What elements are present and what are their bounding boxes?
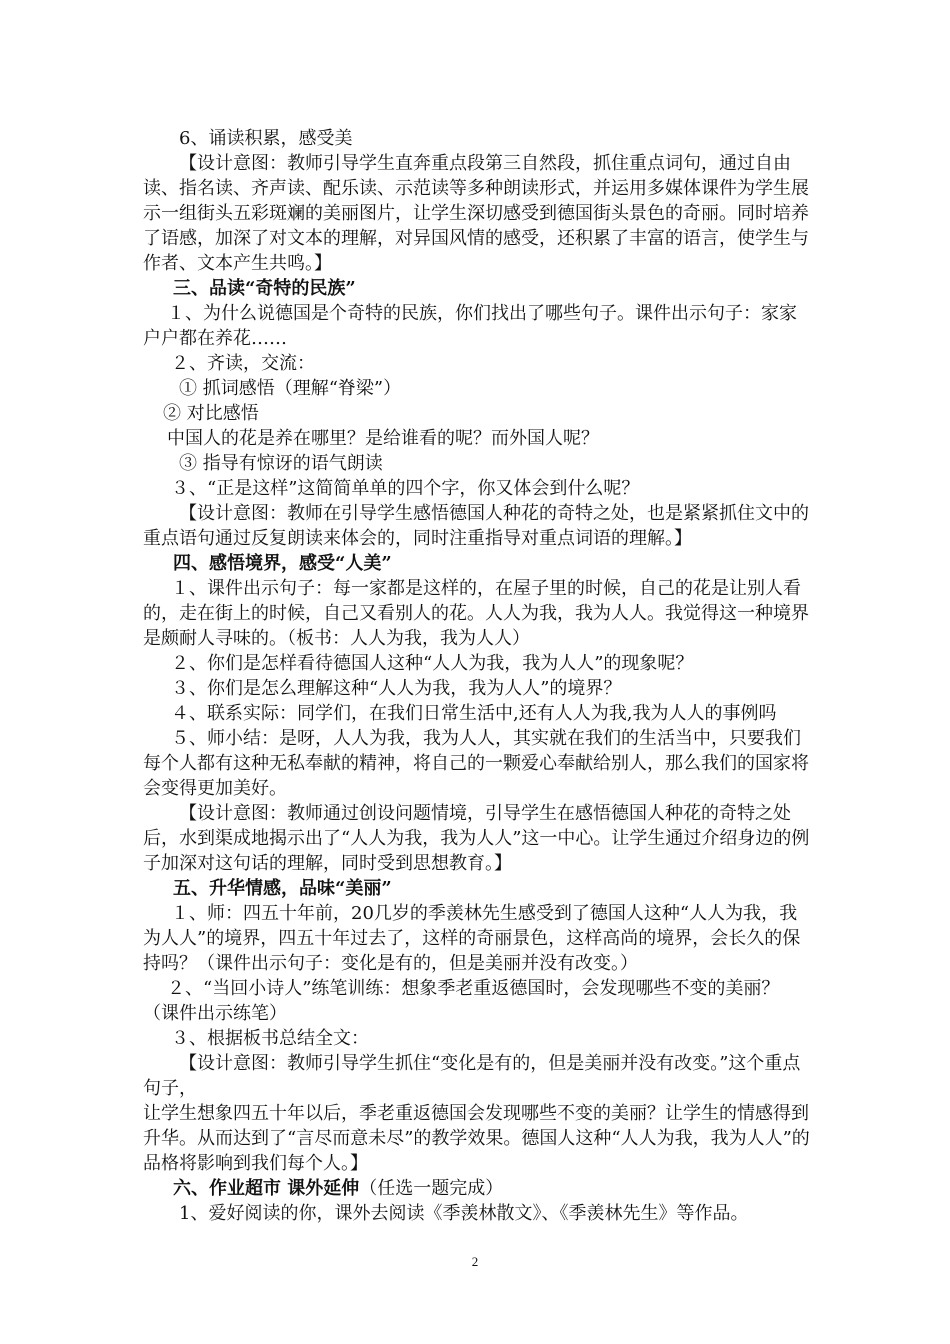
list-item: ３、根据板书总结全文： — [171, 1028, 369, 1049]
page-number: 2 — [471, 1254, 479, 1269]
section-heading-3: 三、品读“奇特的民族” — [173, 278, 356, 299]
section-heading-4: 四、感悟境界，感受“人美” — [173, 553, 392, 574]
list-item: ２、“当回小诗人”练笔训练：想象季老重返德国时，会发现哪些不变的美丽？（课件出示练笔） — [143, 978, 780, 1024]
design-intent-continued: 让学生想象四五十年以后，季老重返德国会发现哪些不变的美丽？让学生的情感得到升华。从而达到了“言尽而意未尽”的教学效果。德国人这种“人人为我，我为人人”的品格将影响到我们每个人。】 — [143, 1103, 810, 1174]
page-content — [143, 126, 813, 1226]
list-item: ３、你们是怎么理解这种“人人为我，我为人人”的境界？ — [171, 678, 622, 699]
list-item: ５、师小结：是呀，人人为我，我为人人，其实就在我们的生活当中，只要我们每个人都有这种无私奉献的精神，将自己的一颗爱心奉献给别人，那么我们的国家将会变得更加美好。 — [143, 728, 809, 799]
section-heading-5: 五、升华情感，品味“美丽” — [173, 878, 392, 899]
design-intent-paragraph: 【设计意图：教师通过创设问题情境，引导学生在感悟德国人种花的奇特之处后，水到渠成地揭示出了“人人为我，我为人人”这一中心。让学生通过介绍身边的例子加深对这句话的理解，同时受到思想教育。】 — [143, 803, 810, 874]
design-intent-paragraph: 【设计意图：教师在引导学生感悟德国人种花的奇特之处，也是紧紧抓住文中的重点语句通过反复朗读来体会的，同时注重指导对重点词语的理解。】 — [143, 503, 809, 549]
section-item-recite: 6、诵读积累，感受美 — [179, 128, 353, 149]
body-paragraph: 中国人的花是养在哪里？是给谁看的呢？而外国人呢？ — [167, 428, 599, 449]
section-heading-6-note: （任选一题完成） — [359, 1178, 504, 1199]
design-intent-paragraph: 【设计意图：教师引导学生抓住“变化是有的，但是美丽并没有改变。”这个重点句子， — [143, 1053, 801, 1099]
list-item: ３、“正是这样”这简简单单的四个字，你又体会到什么呢？ — [171, 478, 640, 499]
list-item: １、师：四五十年前，20几岁的季羡林先生感受到了德国人这种“人人为我，我为人人”的境界，四五十年过去了，这样的奇丽景色，这样高尚的境界，会长久的保持吗？（课件出示句子：变化是有的，但是美丽并没有改变。） — [143, 903, 801, 974]
list-item: ③ 指导有惊讶的语气朗读 — [179, 453, 383, 474]
list-item: ２、你们是怎样看待德国人这种“人人为我，我为人人”的现象呢？ — [171, 653, 694, 674]
list-item: １、为什么说德国是个奇特的民族，你们找出了哪些句子。课件出示句子：家家户户都在养花…… — [143, 303, 797, 349]
list-item: ① 抓词感悟（理解“脊梁”） — [179, 378, 402, 399]
list-item: ２、齐读，交流： — [171, 353, 315, 374]
design-intent-paragraph: 【设计意图：教师引导学生直奔重点段第三自然段，抓住重点词句，通过自由读、指名读、齐声读、配乐读、示范读等多种朗读形式，并运用多媒体课件为学生展示一组街头五彩斑斓的美丽图片，让学生深切感受到德国街头景色的奇丽。同时培养了语感，加深了对文本的理解，对异国风情的感受，还积累了丰富的语言，使学生与作者、文本产生共鸣。】 — [143, 153, 809, 274]
list-item: ４、联系实际：同学们，在我们日常生活中,还有人人为我,我为人人的事例吗 — [171, 703, 777, 724]
list-item: ② 对比感悟 — [163, 403, 259, 424]
section-heading-6: 六、作业超市 课外延伸 — [173, 1178, 360, 1199]
list-item: 1、爱好阅读的你，课外去阅读《季羡林散文》、《季羡林先生》等作品。 — [179, 1203, 749, 1224]
list-item: １、课件出示句子：每一家都是这样的，在屋子里的时候，自己的花是让别人看的，走在街上的时候，自己又看别人的花。人人为我，我为人人。我觉得这一种境界是颇耐人寻味的。（板书：人人为我，我为人人） — [143, 578, 809, 649]
section-heading-6-line — [143, 1176, 813, 1201]
